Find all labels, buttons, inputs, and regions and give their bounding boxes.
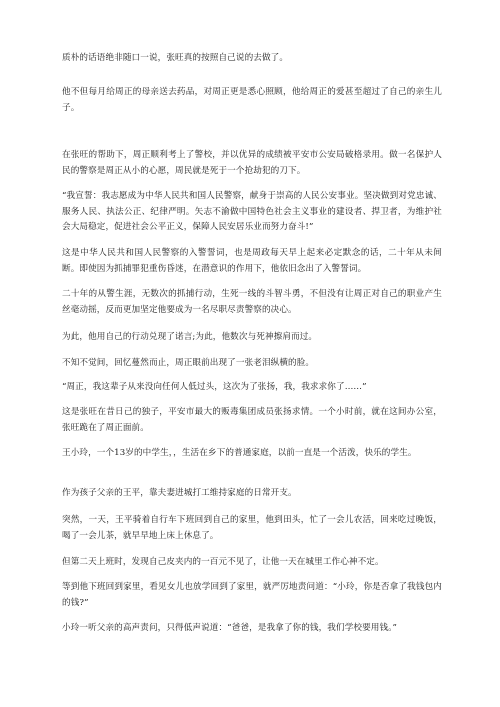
paragraph: 质朴的话语绝非随口一说，张旺真的按照自己说的去做了。 — [62, 53, 289, 63]
paragraph: 这是中华人民共和国人民警察的入警誓词，也是周政每天早上起来必定默念的话，二十年从未间断。即使因为抓捕罪犯重伤昏迷，在潜意识的作用下，他依旧念出了入警誓词。 — [62, 248, 442, 274]
paragraph: “周正，我这辈子从来没向任何人低过头，这次为了张扬，我，我求求你了……” — [62, 382, 367, 392]
paragraph: 作为孩子父亲的王平，靠夫妻进城打工维持家庭的日常开支。 — [62, 488, 297, 498]
paragraph: 不知不觉间，回忆蔓然而止，周正眼前出现了一张老泪纵横的脸。 — [62, 358, 315, 368]
paragraph: 突然，一天，王平骑着自行车下班回到自己的家里，他到田头，忙了一会儿农活，回来吃过晚饭，喝了一会儿茶，就早早地上床上休息了。 — [62, 515, 442, 541]
paragraph: 为此，他用自己的行动兑现了诺言;为此，他数次与死神擦肩而过。 — [62, 332, 318, 342]
paragraph: 王小玲，一个13岁的中学生，，生活在乡下的普通家庭，以前一直是一个活泼，快乐的学生。 — [62, 448, 417, 458]
paragraph: 这是张旺在昔日己的独子，平安市最大的贩毒集团成员张扬求情。一个小时前，就在这间办公室，张旺跪在了周正面前。 — [62, 407, 442, 433]
paragraph: 二十年的从警生涯，无数次的抓捕行动，生死一线的斗智斗勇，不但没有让周正对自己的职业产生丝毫动摇，反而更加坚定他要成为一名尽职尽责警察的决心。 — [62, 289, 442, 315]
paragraph: 但第二天上班时，发现自己皮夹内的一百元不见了，让他一天在城里工作心神不定。 — [62, 557, 384, 567]
paragraph: 在张旺的帮助下，周正顺利考上了警校，并以优异的成绩被平安市公安局破格录用。做一名保护人民的警察是周正从小的心愿，周民就是死于一个抢劫犯的刀下。 — [62, 150, 442, 176]
paragraph: “我宣誓：我志愿成为中华人民共和国人民警察，献身于崇高的人民公安事业。坚决做到对党忠诚、服务人民、执法公正、纪律严明。矢志不渝做中国特色社会主义事业的建设者、捍卫者，为维护社会大局稳定，促进社会公平正义，保障人民安居乐业而努力奋斗!” — [62, 191, 442, 232]
paragraph: 小玲一听父亲的高声责问，只得低声说道：“爸爸，是我拿了你的钱，我们学校要用钱。” — [62, 623, 398, 633]
paragraph: 他不但每月给周正的母亲送去药品，对周正更是悉心照顾，他给周正的爱甚至超过了自己的亲生儿子。 — [62, 87, 442, 113]
paragraph: 等到他下班回到家里，看见女儿也放学回到了家里，就严厉地责问道：“小玲，你是否拿了我钱包内的钱?” — [62, 582, 442, 608]
